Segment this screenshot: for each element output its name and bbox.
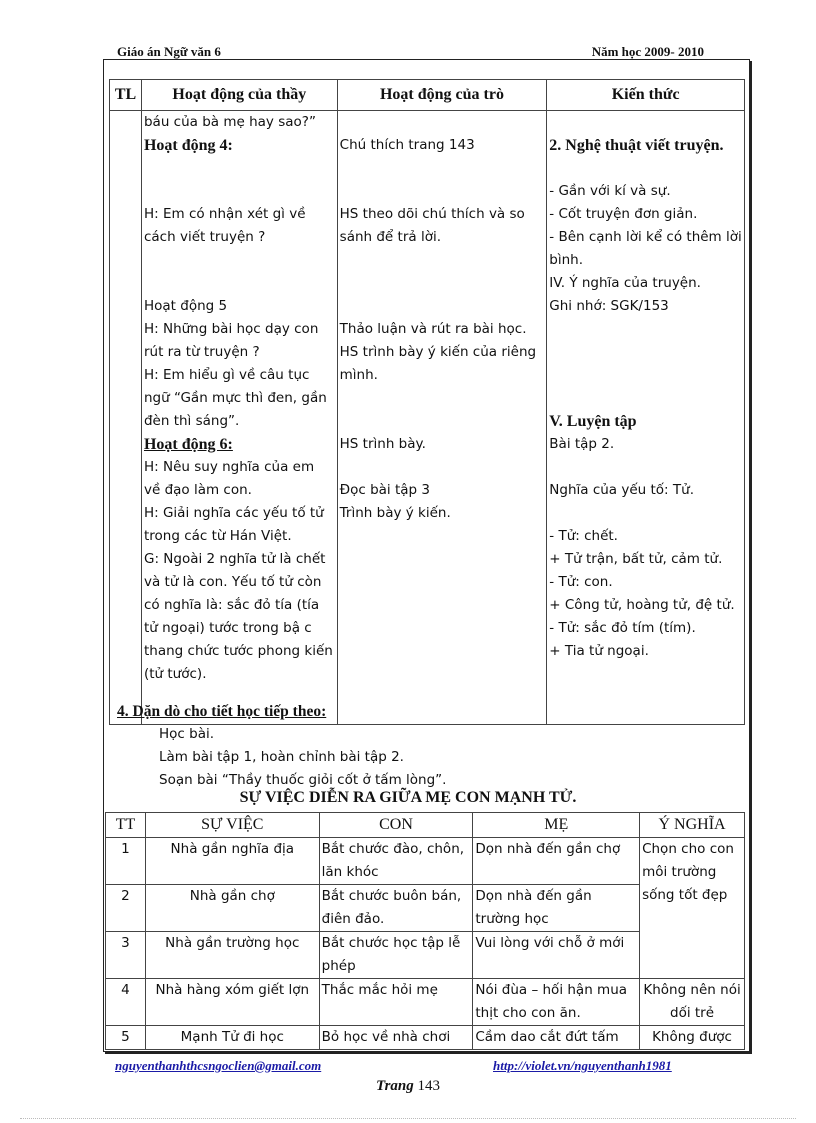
knowledge-line: Bài tập 2. (549, 436, 615, 452)
knowledge-cell (547, 111, 745, 725)
activity-6-heading: Hoạt động 6: (143, 436, 233, 453)
student-line: Trình bày ý kiến. (339, 505, 451, 521)
homework-title: 4. Dặn dò cho tiết học tiếp theo: (117, 703, 327, 720)
page-number (0, 1078, 816, 1095)
row-number: 4 (106, 979, 146, 1026)
row-number: 2 (106, 885, 146, 932)
footer-url-link[interactable]: http://violet.vn/nguyenthanh1981 (493, 1058, 672, 1073)
row-son: Thắc mắc hỏi mẹ (319, 979, 473, 1026)
student-line: HS trình bày ý kiến của riêng mình. (339, 344, 537, 383)
row-number: 1 (106, 838, 146, 885)
page-bottom-divider (20, 1118, 796, 1119)
knowledge-line: - Tử: sắc đỏ tím (tím). (549, 620, 696, 636)
table-row (106, 979, 745, 1026)
table-row (106, 838, 745, 885)
col-header-student: Hoạt động của trò (337, 80, 547, 111)
teacher-question: H: Giải nghĩa các yếu tố tử trong các từ Hán Việt. (143, 505, 324, 544)
events-col-event: SỰ VIỆC (145, 813, 319, 838)
events-table-title: SỰ VIỆC DIỄN RA GIỮA MẸ CON MẠNH TỬ. (239, 789, 577, 806)
events-col-mother: MẸ (473, 813, 640, 838)
homework-section (117, 700, 446, 792)
page-label: Trang (375, 1078, 414, 1094)
col-header-tl: TL (110, 80, 142, 111)
student-cell (337, 111, 547, 725)
events-col-tt: TT (106, 813, 146, 838)
student-line: HS trình bày. (339, 436, 426, 452)
teacher-question: H: Em hiểu gì về câu tục ngữ “Gần mực thì đen, gần đèn thì sáng”. (143, 367, 327, 429)
knowledge-line: + Tia tử ngoại. (549, 643, 649, 659)
col-header-knowledge: Kiến thức (547, 80, 745, 111)
student-line: Đọc bài tập 3 (339, 482, 430, 498)
knowledge-line: Nghĩa của yếu tố: Tử. (549, 482, 694, 498)
row-meaning-group: Chọn cho con môi trường sống tốt đẹp (640, 838, 745, 979)
knowledge-line: - Tử: con. (549, 574, 613, 590)
header-school-year: Năm học 2009- 2010 (591, 44, 704, 59)
knowledge-line: - Bên cạnh lời kể có thêm lời bình. (549, 229, 742, 268)
knowledge-line: IV. Ý nghĩa của truyện. (549, 275, 701, 291)
row-son: Bỏ học về nhà chơi (319, 1026, 473, 1050)
row-son: Bắt chước học tập lễ phép (319, 932, 473, 979)
knowledge-line: + Công tử, hoàng tử, đệ tử. (549, 597, 735, 613)
row-event: Mạnh Tử đi học (145, 1026, 319, 1050)
lesson-activity-table (109, 79, 745, 725)
knowledge-line: Ghi nhớ: SGK/153 (549, 298, 669, 314)
events-col-meaning: Ý NGHĨA (640, 813, 745, 838)
row-mother: Nói đùa – hối hận mua thịt cho con ăn. (473, 979, 640, 1026)
teacher-explanation: G: Ngoài 2 nghĩa tử là chết và tử là con. Yếu tố tử còn có nghĩa là: sắc đỏ tía (tía tử ngoại) tước trong bậ c thang chức tước phong kiến (tử tước). (143, 551, 333, 682)
student-line: Chú thích trang 143 (339, 137, 475, 153)
col-header-teacher: Hoạt động của thầy (141, 80, 337, 111)
row-meaning: Không nên nói dối trẻ (640, 979, 745, 1026)
homework-line: Soạn bài “Thầy thuốc giỏi cốt ở tấm lòng”. (159, 772, 447, 788)
knowledge-line: + Tử trận, bất tử, cảm tử. (549, 551, 723, 567)
table-row (106, 1026, 745, 1050)
row-mother: Cầm dao cắt đứt tấm (473, 1026, 640, 1050)
homework-line: Làm bài tập 1, hoàn chỉnh bài tập 2. (159, 749, 404, 765)
activity-5-heading: Hoạt động 5 (143, 298, 228, 314)
row-meaning: Không được (640, 1026, 745, 1050)
activity-4-heading: Hoạt động 4: (143, 137, 233, 154)
row-event: Nhà gần chợ (145, 885, 319, 932)
events-table (105, 812, 745, 1050)
events-col-son: CON (319, 813, 473, 838)
tl-cell (110, 111, 142, 725)
teacher-question: H: Em có nhận xét gì về cách viết truyện ? (143, 206, 306, 245)
knowledge-line: - Gần với kí và sự. (549, 183, 671, 199)
row-event: Nhà hàng xóm giết lợn (145, 979, 319, 1026)
knowledge-line: - Cốt truyện đơn giản. (549, 206, 698, 222)
page-number-value: 143 (417, 1078, 441, 1094)
knowledge-heading: 2. Nghệ thuật viết truyện. (549, 137, 724, 154)
row-number: 5 (106, 1026, 146, 1050)
header-subject: Giáo án Ngữ văn 6 (117, 44, 221, 59)
knowledge-line: - Tử: chết. (549, 528, 618, 544)
knowledge-heading: V. Luyện tập (549, 413, 637, 430)
teacher-cell (141, 111, 337, 725)
teacher-line: báu của bà mẹ hay sao?” (143, 114, 316, 130)
row-event: Nhà gần trường học (145, 932, 319, 979)
row-mother: Dọn nhà đến gần trường học (473, 885, 640, 932)
student-line: Thảo luận và rút ra bài học. (339, 321, 527, 337)
teacher-question: H: Những bài học dạy con rút ra từ truyện ? (143, 321, 319, 360)
row-event: Nhà gần nghĩa địa (145, 838, 319, 885)
student-line: HS theo dõi chú thích và so sánh để trả lời. (339, 206, 525, 245)
row-mother: Dọn nhà đến gần chợ (473, 838, 640, 885)
row-son: Bắt chước buôn bán, điên đảo. (319, 885, 473, 932)
homework-line: Học bài. (159, 726, 215, 742)
row-mother: Vui lòng với chỗ ở mới (473, 932, 640, 979)
row-number: 3 (106, 932, 146, 979)
teacher-question: H: Nêu suy nghĩa của em về đạo làm con. (143, 459, 315, 498)
row-son: Bắt chước đào, chôn, lăn khóc (319, 838, 473, 885)
footer-email-link[interactable]: nguyenthanhthcsngoclien@gmail.com (115, 1058, 322, 1073)
